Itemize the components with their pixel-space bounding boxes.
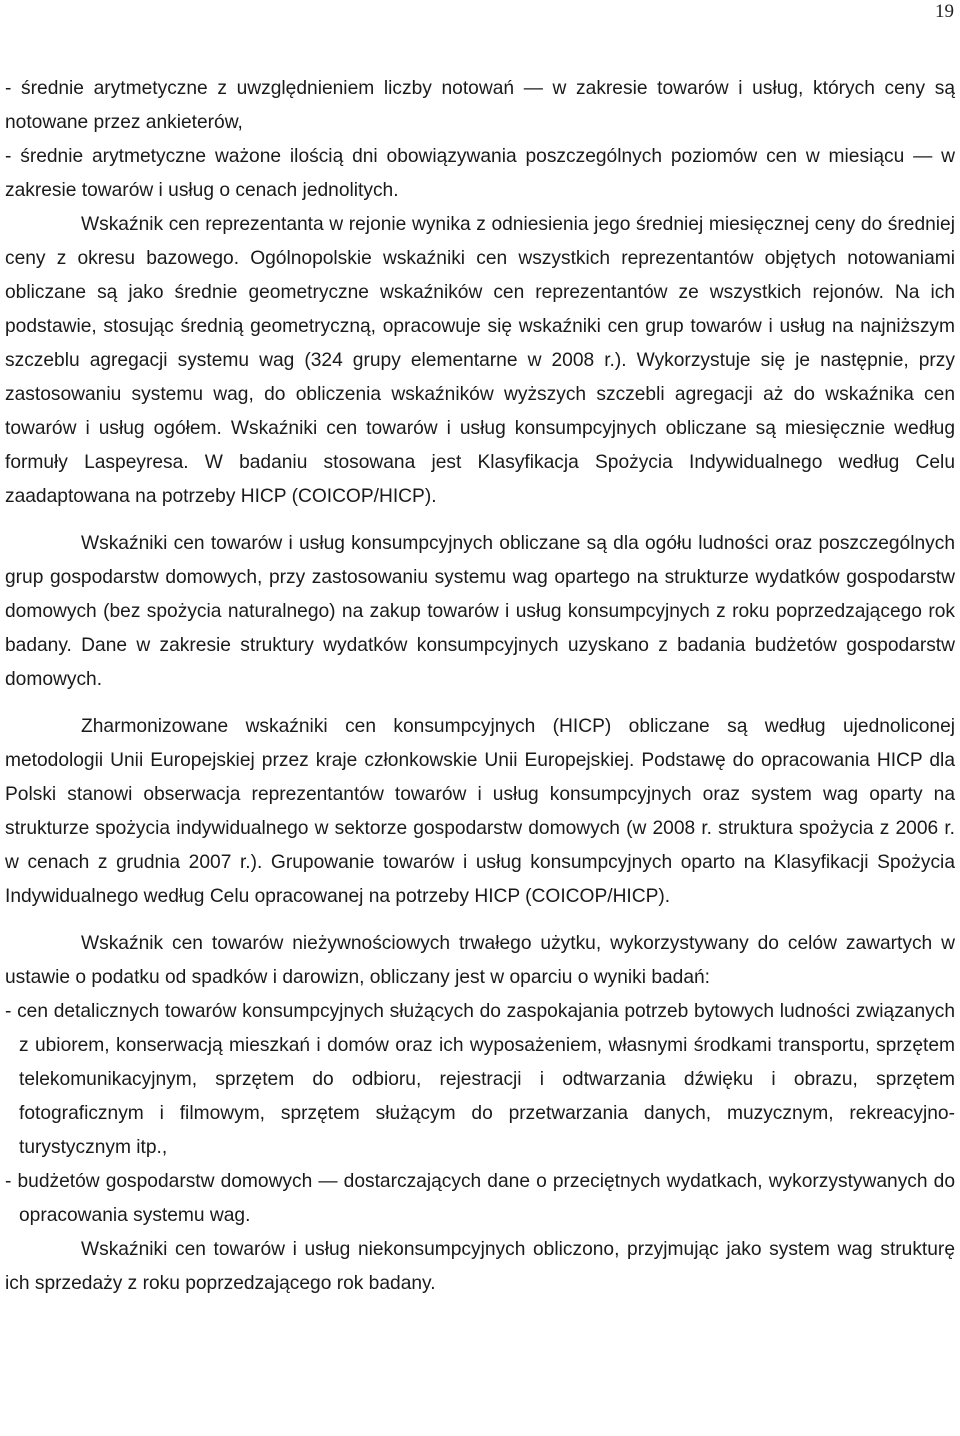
list-item: - średnie arytmetyczne z uwzględnieniem liczby notowań — w zakresie towarów i usług, których ceny są notowane przez ankieterów,	[5, 78, 955, 133]
list-item: - budżetów gospodarstw domowych — dostarczających dane o przeciętnych wydatkach, wykorzystywanych do opracowania systemu wag.	[5, 1171, 955, 1226]
paragraph-durable-goods: Wskaźnik cen towarów nieżywnościowych trwałego użytku, wykorzystywany do celów zawartych w ustawie o podatku od spadków i darowizn, obliczany jest w oparciu o wyniki badań:	[5, 933, 955, 988]
list-item: - cen detalicznych towarów konsumpcyjnych służących do zaspokajania potrzeb bytowych ludności związanych z ubiorem, konserwacją mieszkań i domów oraz ich wyposażeniem, własnymi środkami transportu, sprzętem telekomunikacyjnym, sprzętem do odbioru, rejestracji i odtwarzania dźwięku i obrazu, sprzętem fotograficznym i filmowym, sprzętem służącym do przetwarzania danych, muzycznym, rekreacyjno-turystycznym itp.,	[5, 1001, 955, 1158]
paragraph-representative-index: Wskaźnik cen reprezentanta w rejonie wynika z odniesienia jego średniej miesięcznej ceny do średniej ceny z okresu bazowego. Ogólnopolskie wskaźniki cen wszystkich reprezentantów objętych notowaniami obliczane są jako średnie geometryczne wskaźników cen reprezentantów ze wszystkich rejonów. Na ich podstawie, stosując średnią geometryczną, opracowuje się wskaźniki cen grup towarów i usług na najniższym szczeblu agregacji systemu wag (324 grupy elementarne w 2008 r.). Wykorzystuje się je następnie, przy zastosowaniu systemu wag, do obliczenia wskaźników wyższych szczebli agregacji aż do wskaźnika cen towarów i usług ogółem. Wskaźniki cen towarów i usług konsumpcyjnych obliczane są miesięcznie według formuły Laspeyresa. W badaniu stosowana jest Klasyfikacja Spożycia Indywidualnego według Celu zaadaptowana na potrzeby HICP (COICOP/HICP).	[5, 214, 955, 507]
page-number: 19	[935, 1, 954, 22]
paragraph-household-weights: Wskaźniki cen towarów i usług konsumpcyjnych obliczane są dla ogółu ludności oraz poszczególnych grup gospodarstw domowych, przy zastosowaniu systemu wag opartego na strukturze wydatków gospodarstw domowych (bez spożycia naturalnego) na zakup towarów i usług konsumpcyjnych z roku poprzedzającego rok badany. Dane w zakresie struktury wydatków konsumpcyjnych uzyskano z badania budżetów gospodarstw domowych.	[5, 533, 955, 690]
paragraph-non-consumer: Wskaźniki cen towarów i usług niekonsumpcyjnych obliczono, przyjmując jako system wag strukturę ich sprzedaży z roku poprzedzającego rok badany.	[5, 1239, 955, 1294]
paragraph-hicp: Zharmonizowane wskaźniki cen konsumpcyjnych (HICP) obliczane są według ujednoliconej metodologii Unii Europejskiej przez kraje członkowskie Unii Europejskiej. Podstawę do opracowania HICP dla Polski stanowi obserwacja reprezentantów towarów i usług konsumpcyjnych oraz system wag oparty na strukturze spożycia indywidualnego w sektorze gospodarstw domowych (w 2008 r. struktura spożycia z 2006 r. w cenach z grudnia 2007 r.). Grupowanie towarów i usług konsumpcyjnych oparto na Klasyfikacji Spożycia Indywidualnego według Celu opracowanej na potrzeby HICP (COICOP/HICP).	[5, 716, 955, 907]
sources-list	[5, 995, 955, 1233]
list-item: - średnie arytmetyczne ważone ilością dni obowiązywania poszczególnych poziomów cen w miesiącu — w zakresie towarów i usług o cenach jednolitych.	[5, 146, 955, 201]
intro-list	[5, 72, 955, 208]
